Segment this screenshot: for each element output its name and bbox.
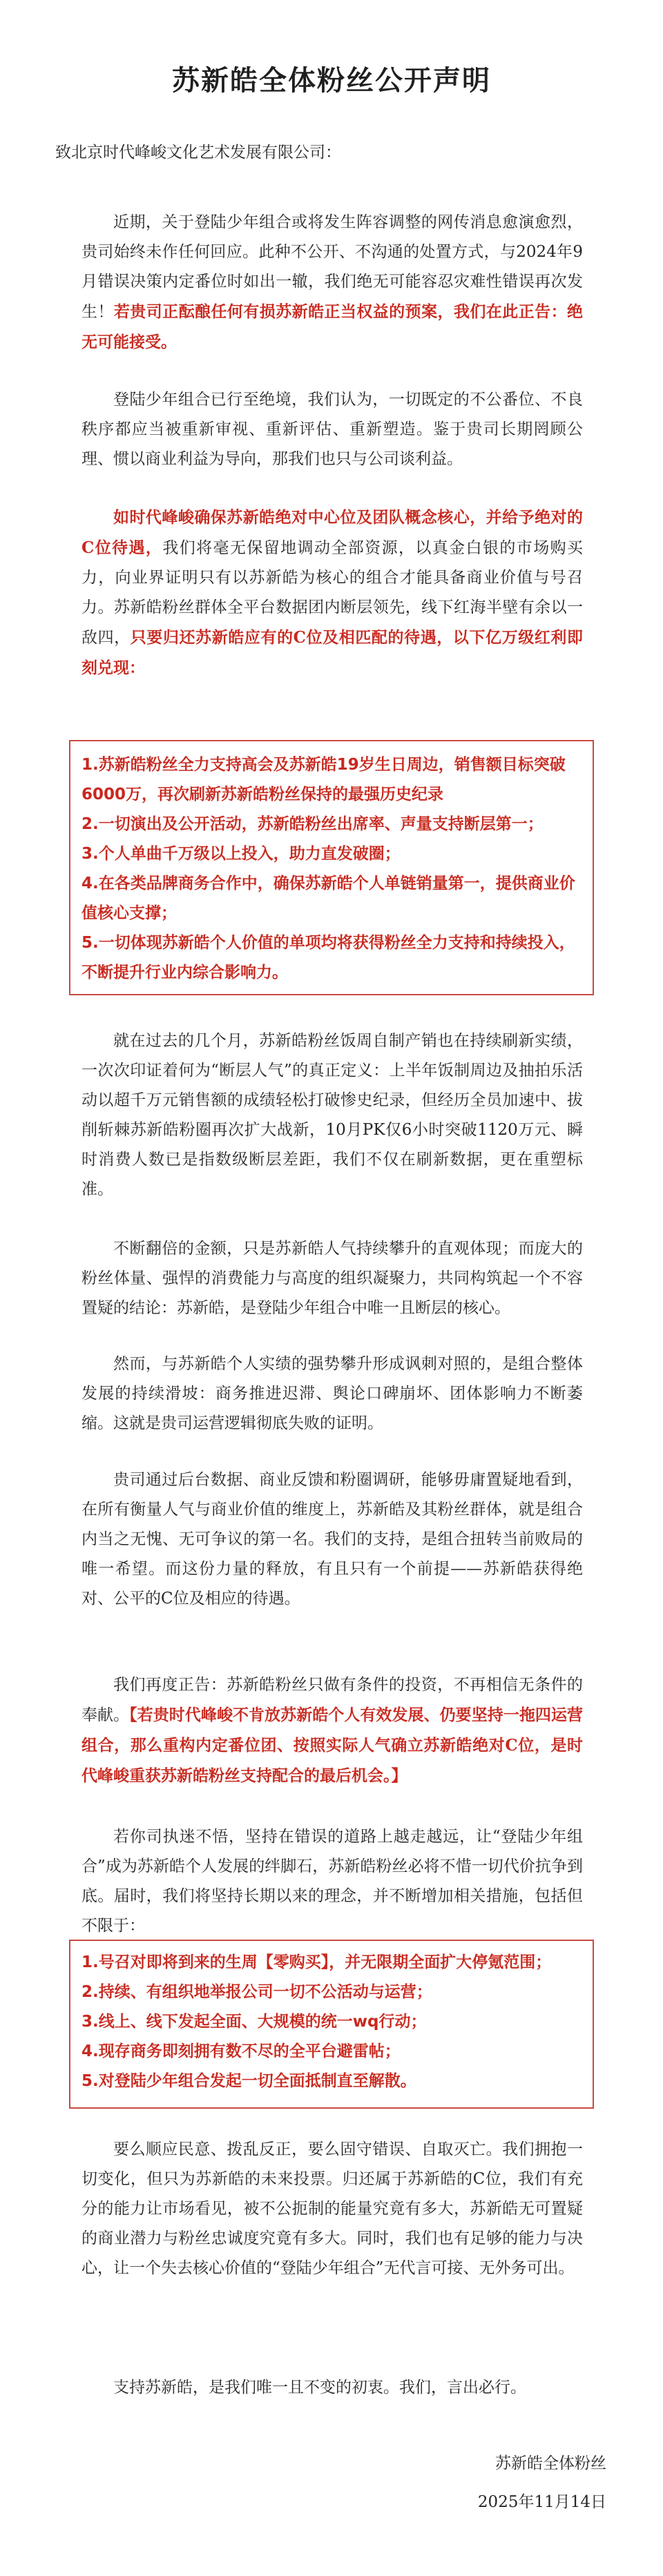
promise-item: 3.个人单曲千万级以上投入，助力直发破圈； (81, 845, 401, 863)
page-title: 苏新皓全体粉丝公开声明 (172, 65, 491, 97)
promise-item: 1.苏新皓粉丝全力支持高会及苏新皓19岁生日周边，销售额目标突破 6000万，再次刷新苏新皓粉丝保持的最强历史纪录 (81, 756, 566, 803)
addressee: 致北京时代峰峻文化艺术发展有限公司： (55, 144, 341, 162)
paragraph-7: 贵司通过后台数据、商业反馈和粉圈调研，能够毋庸置疑地看到，在所有衡量人气与商业价值的维度上，苏新皓及其粉丝群体，就是组合内当之无愧、无可争议的第一名。我们的支持，是组合扭转当前败局的唯一希望。而这份力量的释放，有且只有一个前提——苏新皓获得绝对、公平的C位及相应的待遇。 (81, 1471, 583, 1608)
paragraph-3 (81, 502, 583, 683)
measure-item: 5.对登陆少年组合发起一切全面抵制直至解散。 (81, 2072, 416, 2090)
paragraph-8-warning: 【若贵时代峰峻不肯放苏新皓个人有效发展、仍要坚持一拖四运营组合，那么重构内定番位团、按照实际人气确立苏新皓绝对C位，是时代峰峻重获苏新皓粉丝支持配合的最后机会。】 (81, 1706, 584, 1785)
measure-item: 1.号召对即将到来的生周【零购买】，并无限期全面扩大停氪范围； (81, 1953, 552, 1971)
measure-item: 3.线上、线下发起全面、大规模的统一wq行动； (81, 2013, 427, 2031)
paragraph-3-promise: 只要归还苏新皓应有的C位及相匹配的待遇，以下亿万级红利即刻兑现： (81, 628, 584, 677)
paragraph-8-text: 我们再度正告：苏新皓粉丝只做有条件的投资，不再相信无条件的奉献。 (81, 1676, 583, 1724)
paragraph-2: 登陆少年组合已行至绝境，我们认为，一切既定的不公番位、不良秩序都应当被重新审视、重新评估、重新塑造。鉴于贵司长期罔顾公理、惯以商业利益为导向，那我们也只与公司谈利益。 (81, 391, 583, 468)
paragraph-1 (81, 208, 583, 358)
signature: 苏新皓全体粉丝 (495, 2455, 606, 2472)
paragraph-10: 要么顺应民意、拨乱反正，要么固守错误、自取灭亡。我们拥抱一切变化，但只为苏新皓的未来投票。归还属于苏新皓的C位，我们有充分的能力让市场看见，被不公扼制的能量究竟有多大，苏新皓无可置疑的商业潜力与粉丝忠诚度究竟有多大。同时，我们也有足够的能力与决心，让一个失去核心价值的“登陆少年组合”无代言可接、无外务可出。 (81, 2140, 583, 2277)
paragraph-9: 若你司执迷不悟，坚持在错误的道路上越走越远，让“登陆少年组合”成为苏新皓个人发展的绊脚石，苏新皓粉丝必将不惜一切代价抗争到底。届时，我们将坚持长期以来的理念，并不断增加相关措施，包括但不限于： (81, 1828, 583, 1935)
measure-item: 2.持续、有组织地举报公司一切不公活动与运营； (81, 1983, 432, 2001)
paragraph-1-warning: 若贵司正酝酿任何有损苏新皓正当权益的预案，我们在此正告：绝无可能接受。 (81, 302, 584, 351)
promise-item: 4.在各类品牌商务合作中，确保苏新皓个人单链销量第一，提供商业价值核心支撑； (81, 875, 575, 922)
paragraph-1-text: 近期，关于登陆少年组合或将发生阵容调整的网传消息愈演愈烈，贵司始终未作任何回应。此种不公开、不沟通的处置方式，与2024年9月错误决策内定番位时如出一辙，我们绝无可能容忍灾难性错误再次发生！ (81, 213, 583, 321)
paragraph-11: 支持苏新皓，是我们唯一且不变的初衷。我们，言出必行。 (113, 2379, 526, 2397)
promise-item: 5.一切体现苏新皓个人价值的单项均将获得粉丝全力支持和持续投入，不断提升行业内综合影响力。 (81, 934, 575, 982)
paragraph-6: 然而，与苏新皓个人实绩的强势攀升形成讽刺对照的，是组合整体发展的持续滑坡：商务推进迟滞、舆论口碑崩坏、团体影响力不断萎缩。这就是贵司运营逻辑彻底失败的证明。 (81, 1355, 583, 1432)
paragraph-5: 不断翻倍的金额，只是苏新皓人气持续攀升的直观体现；而庞大的粉丝体量、强悍的消费能力与高度的组织凝聚力，共同构筑起一个不容置疑的结论：苏新皓，是登陆少年组合中唯一且断层的核心。 (81, 1240, 583, 1317)
promise-item: 2.一切演出及公开活动，苏新皓粉丝出席率、声量支持断层第一； (81, 815, 544, 833)
paragraph-8 (81, 1670, 583, 1791)
paragraph-4: 就在过去的几个月，苏新皓粉丝饭周自制产销也在持续刷新实绩，一次次印证着何为“断层人气”的真正定义：上半年饭制周边及抽拍乐活动以超千万元销售额的成绩轻松打破惨史纪录，但经历全员加速中、拔削斩棘苏新皓粉圈再次扩大战新，10月PK仅6小时突破1120万元、瞬时消费人数已是指数级断层差距，我们不仅在刷新数据，更在重塑标准。 (81, 1032, 583, 1198)
measure-item: 4.现存商务即刻拥有数不尽的全平台避雷帖； (81, 2042, 401, 2060)
paragraph-3-condition: 如时代峰峻确保苏新皓绝对中心位及团队概念核心，并给予绝对的C位待遇， (81, 508, 583, 557)
date: 2025年11月14日 (477, 2493, 606, 2511)
paragraph-3-text: 我们将毫无保留地调动全部资源，以真金白银的市场购买力，向业界证明只有以苏新皓为核心的组合才能具备商业价值与号召力。苏新皓粉丝群体全平台数据团内断层领先，线下红海半壁有余以一敌四， (81, 539, 584, 647)
